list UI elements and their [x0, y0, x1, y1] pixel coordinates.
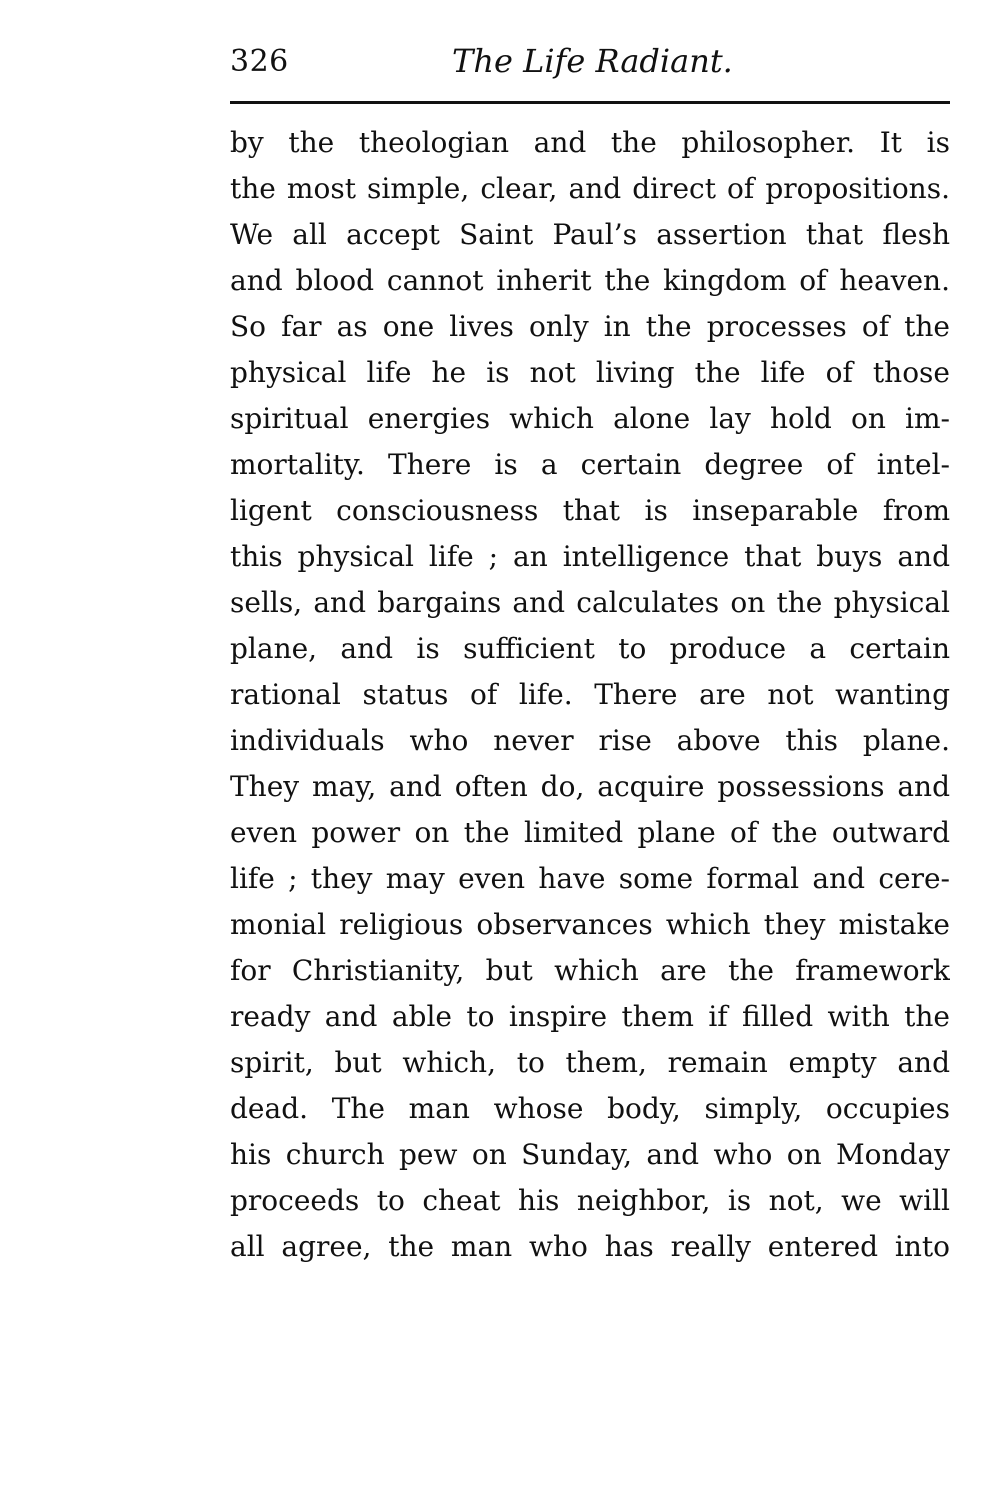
- text-line: They may, and often do, acquire possessions and: [230, 770, 950, 803]
- text-line: life ; they may even have some formal and cere-: [230, 862, 950, 895]
- text-line: proceeds to cheat his neighbor, is not, we will: [230, 1184, 950, 1217]
- text-line: his church pew on Sunday, and who on Monday: [230, 1138, 950, 1171]
- text-line: sells, and bargains and calculates on the physical: [230, 586, 950, 619]
- text-line: dead. The man whose body, simply, occupies: [230, 1092, 950, 1125]
- text-line: physical life he is not living the life of those: [230, 356, 950, 389]
- text-line: monial religious observances which they mistake: [230, 908, 950, 941]
- text-line: the most simple, clear, and direct of propositions.: [230, 172, 950, 205]
- text-line: all agree, the man who has really entered into: [230, 1230, 950, 1263]
- text-line: ready and able to inspire them if filled with the: [230, 1000, 950, 1033]
- text-line: We all accept Saint Paul’s assertion that flesh: [230, 218, 950, 251]
- text-line: and blood cannot inherit the kingdom of heaven.: [230, 264, 950, 297]
- text-line: spiritual energies which alone lay hold on im-: [230, 402, 950, 435]
- page-number: 326: [230, 44, 289, 79]
- text-line: plane, and is sufficient to produce a certain: [230, 632, 950, 665]
- text-line: spirit, but which, to them, remain empty and: [230, 1046, 950, 1079]
- text-line: So far as one lives only in the processes of the: [230, 310, 950, 343]
- text-line: by the theologian and the philosopher. It is: [230, 126, 950, 159]
- body-text: [230, 120, 950, 1270]
- text-line: mortality. There is a certain degree of intel-: [230, 448, 950, 481]
- text-line: for Christianity, but which are the framework: [230, 954, 950, 987]
- page-header: [228, 34, 950, 94]
- text-line: rational status of life. There are not wanting: [230, 678, 950, 711]
- header-rule: [230, 101, 950, 104]
- text-line: individuals who never rise above this plane.: [230, 724, 950, 757]
- text-line: ligent consciousness that is inseparable from: [230, 494, 950, 527]
- text-line: this physical life ; an intelligence that buys and: [230, 540, 950, 573]
- running-title: The Life Radiant.: [452, 42, 733, 80]
- text-line: even power on the limited plane of the outward: [230, 816, 950, 849]
